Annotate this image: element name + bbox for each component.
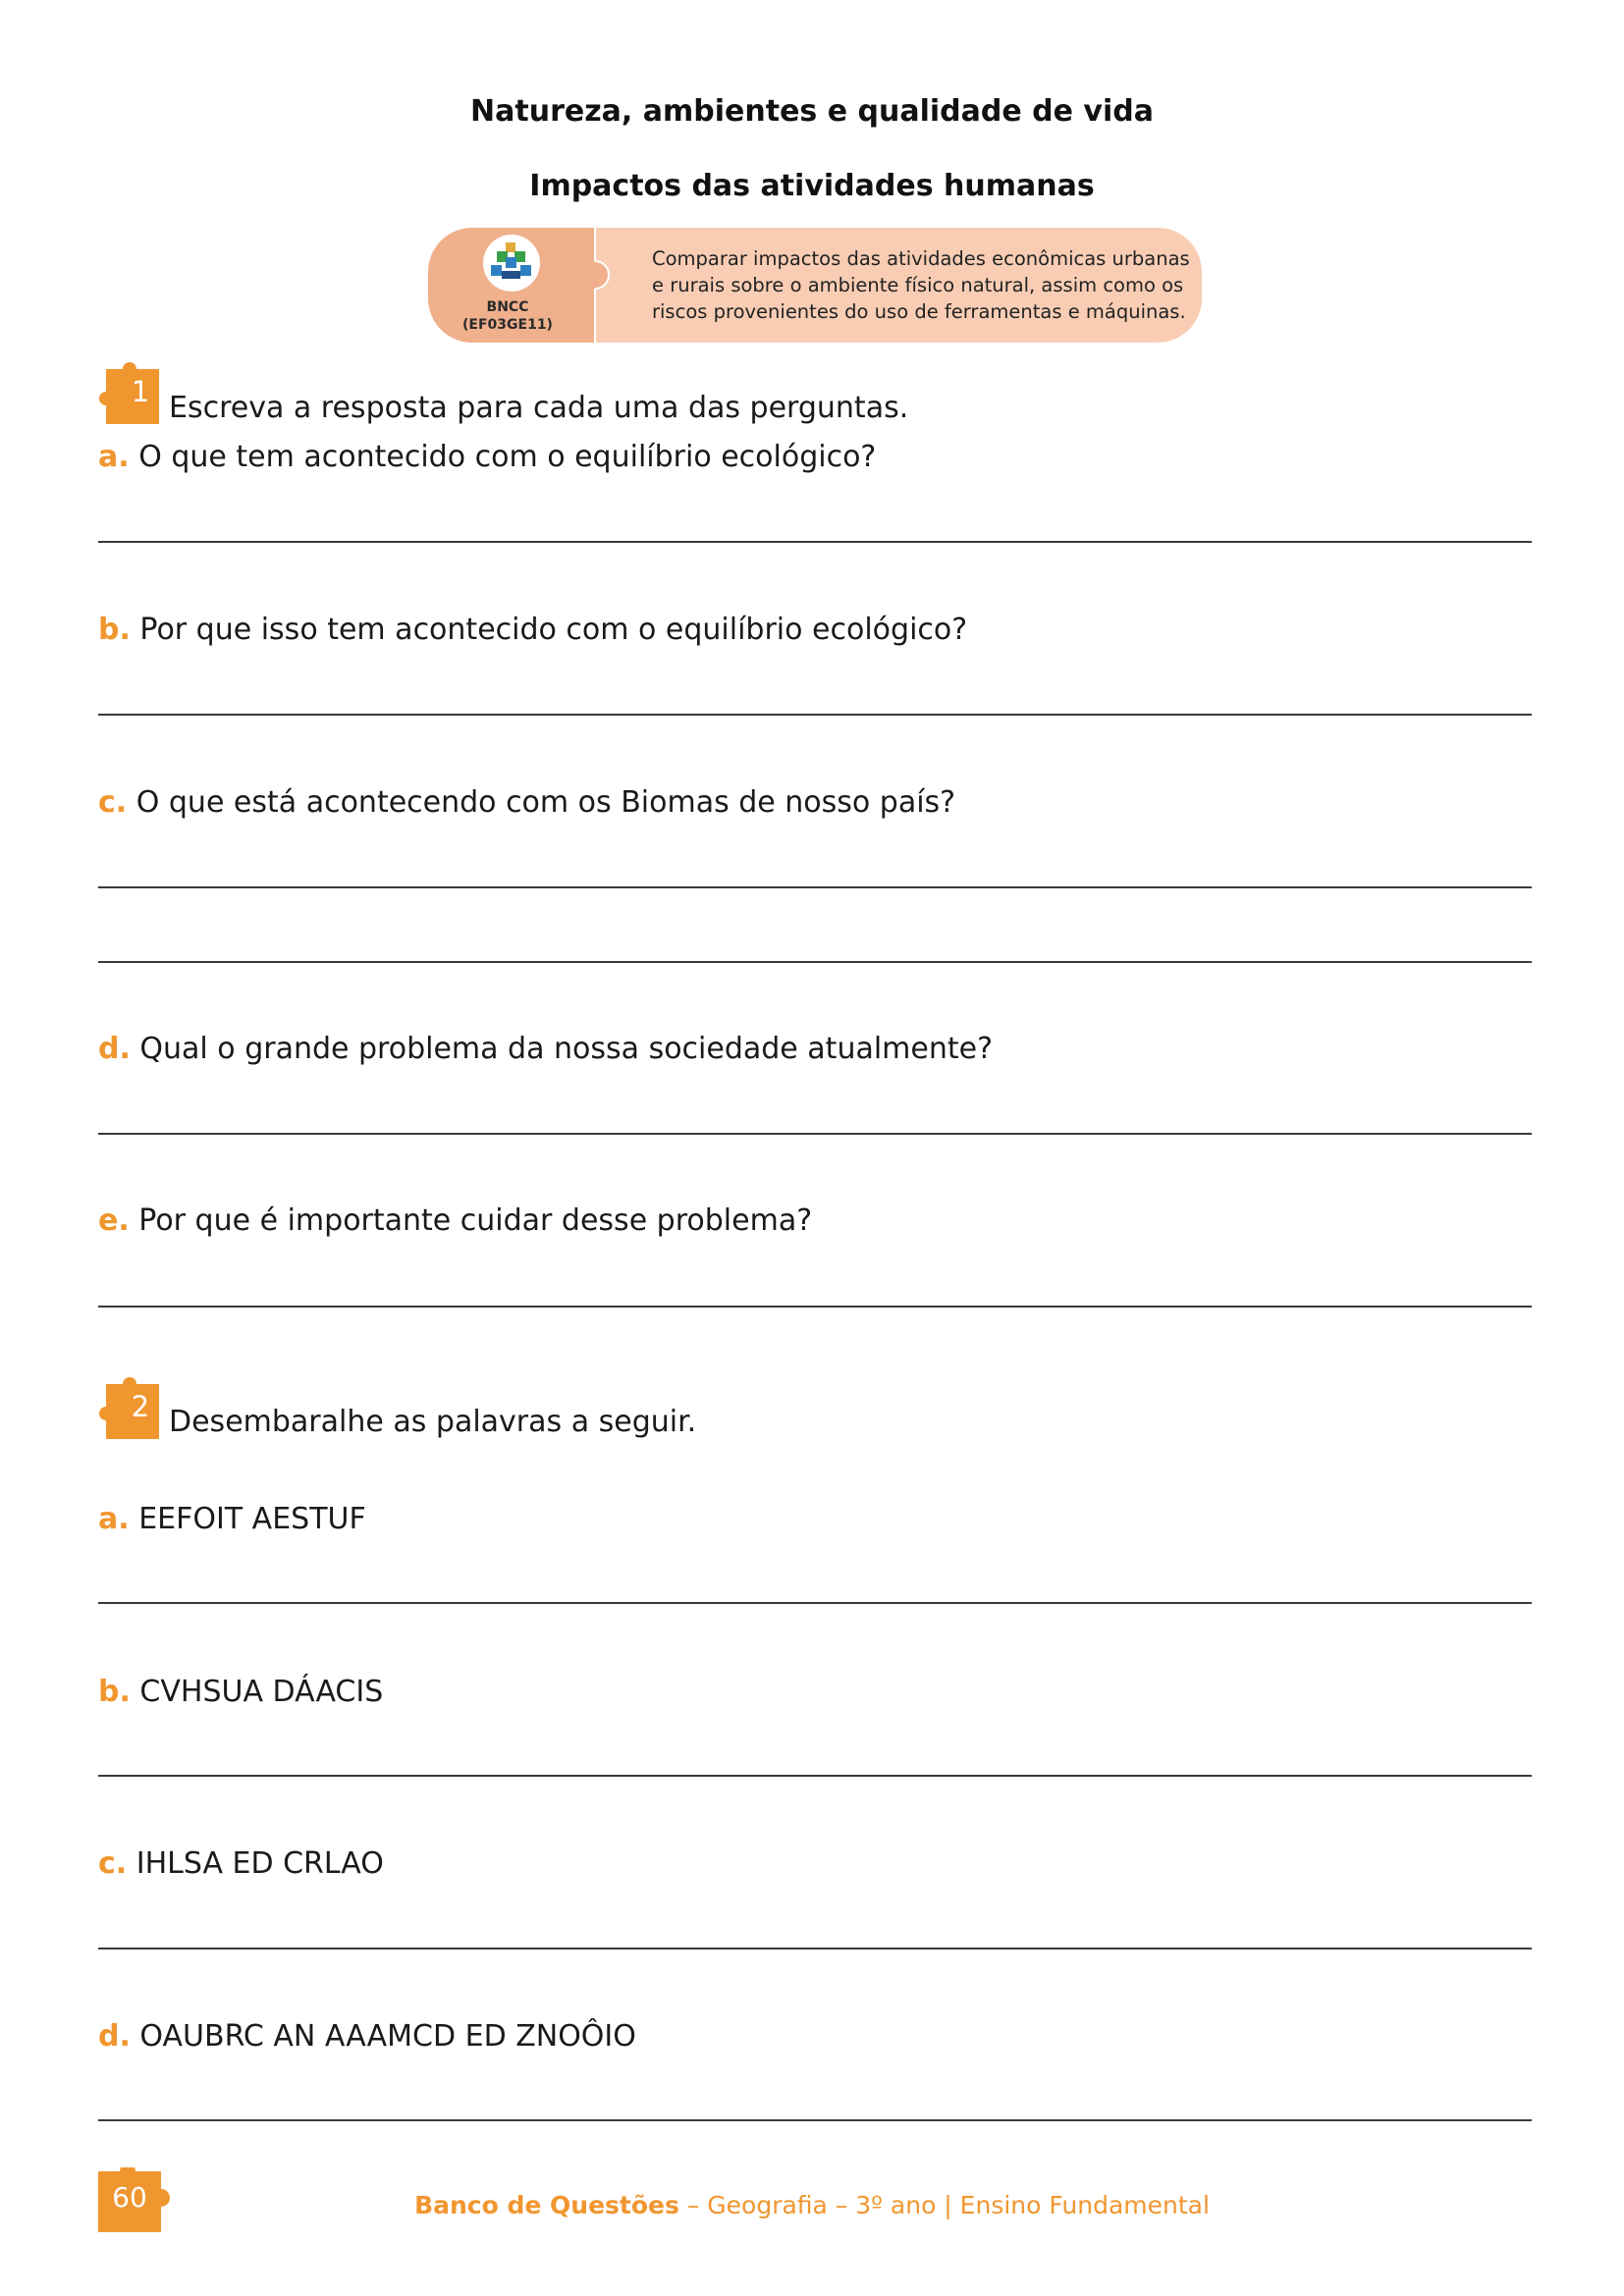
answer-line xyxy=(98,1775,1532,1777)
answer-line xyxy=(98,2119,1532,2121)
item-letter: e. xyxy=(98,1203,130,1238)
question-2b xyxy=(98,1675,383,1709)
answer-line xyxy=(98,714,1532,716)
bncc-badge xyxy=(428,228,1202,343)
item-letter: d. xyxy=(98,2019,131,2054)
question-1a xyxy=(98,440,876,474)
item-letter: c. xyxy=(98,1846,128,1881)
item-text: Qual o grande problema da nossa sociedade atualmente? xyxy=(139,1032,994,1066)
question-1-prompt: Escreva a resposta para cada uma das perguntas. xyxy=(169,391,909,425)
question-1-number-badge xyxy=(98,361,161,424)
item-letter: d. xyxy=(98,1032,131,1066)
footer-subject: – Geografia – 3º ano | Ensino Fundamental xyxy=(686,2191,1210,2219)
answer-line xyxy=(98,961,1532,963)
item-text: Por que isso tem acontecido com o equilíbrio ecológico? xyxy=(139,613,968,647)
question-1b xyxy=(98,613,967,647)
answer-line xyxy=(98,886,1532,888)
question-1-number: 1 xyxy=(131,375,150,408)
question-2-number-badge xyxy=(98,1376,161,1439)
page-subtitle: Impactos das atividades humanas xyxy=(529,169,1095,203)
answer-line xyxy=(98,1948,1532,1949)
item-text: IHLSA ED CRLAO xyxy=(135,1846,384,1881)
bncc-title: BNCC xyxy=(486,299,529,315)
answer-line xyxy=(98,1306,1532,1308)
bncc-code: (EF03GE11) xyxy=(462,317,553,333)
bncc-label xyxy=(434,298,581,334)
item-letter: a. xyxy=(98,1502,130,1536)
item-letter: c. xyxy=(98,785,128,820)
item-text: O que está acontecendo com os Biomas de nosso país? xyxy=(135,785,956,820)
item-text: EEFOIT AESTUF xyxy=(138,1502,366,1536)
footer-credits xyxy=(0,2191,1624,2219)
answer-line xyxy=(98,541,1532,543)
item-letter: b. xyxy=(98,1675,131,1709)
answer-line xyxy=(98,1133,1532,1135)
item-letter: b. xyxy=(98,613,131,647)
question-2a xyxy=(98,1502,366,1536)
item-text: O que tem acontecido com o equilíbrio ecológico? xyxy=(138,440,877,474)
question-2d xyxy=(98,2019,636,2054)
page-title: Natureza, ambientes e qualidade de vida xyxy=(470,94,1154,129)
answer-line xyxy=(98,1602,1532,1604)
page-number: 60 xyxy=(112,2181,147,2214)
question-1d xyxy=(98,1032,993,1066)
item-text: OAUBRC AN AAAMCD ED ZNOÔIO xyxy=(139,2019,636,2054)
bncc-description: Comparar impactos das atividades econômicas urbanas e rurais sobre o ambiente físico natural, assim como os riscos provenientes do uso de ferramentas e máquinas. xyxy=(652,247,1190,323)
question-2c xyxy=(98,1846,384,1881)
footer-series: Banco de Questões xyxy=(414,2191,679,2219)
item-text: CVHSUA DÁACIS xyxy=(139,1675,384,1709)
question-2-number: 2 xyxy=(131,1390,150,1423)
question-2-prompt: Desembaralhe as palavras a seguir. xyxy=(169,1405,697,1439)
item-letter: a. xyxy=(98,440,130,474)
question-1e xyxy=(98,1203,812,1238)
question-1c xyxy=(98,785,955,820)
item-text: Por que é importante cuidar desse problema? xyxy=(138,1203,813,1238)
